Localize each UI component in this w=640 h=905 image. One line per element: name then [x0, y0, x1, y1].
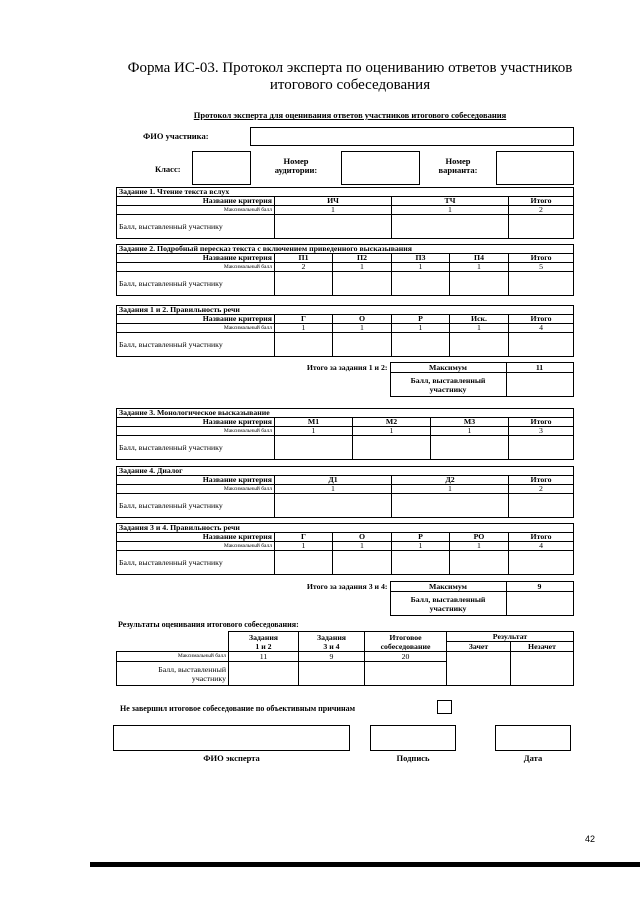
criterion-name-header: Название критерия: [117, 533, 275, 542]
room-label: [258, 157, 334, 175]
criterion-ro: РО: [450, 533, 509, 542]
task4-table: [116, 466, 574, 518]
participant-score-label: Балл, выставленный участнику: [117, 215, 275, 239]
score-cell-m3[interactable]: [431, 436, 509, 460]
score-cell-p4[interactable]: [450, 272, 509, 296]
task1-table: [116, 187, 574, 239]
max-m1: 1: [275, 427, 353, 436]
max-score-label: Максимальный балл: [117, 485, 275, 494]
score-cell-d2[interactable]: [392, 494, 509, 518]
score-cell-ro[interactable]: [450, 551, 509, 575]
max-tch: 1: [392, 206, 509, 215]
score-cell-p2[interactable]: [333, 272, 392, 296]
expert-name-input[interactable]: [113, 725, 350, 751]
date-input[interactable]: [495, 725, 571, 751]
max-total: 2: [509, 485, 574, 494]
criterion-p1: П1: [275, 254, 333, 263]
score-cell-o[interactable]: [333, 551, 392, 575]
task2-title: Задание 2. Подробный пересказ текста с включением приведенного высказывания: [117, 245, 574, 254]
criterion-o: О: [333, 533, 392, 542]
criterion-p3: П3: [392, 254, 450, 263]
score-cell-total[interactable]: [509, 215, 574, 239]
max-r: 1: [392, 542, 450, 551]
max-p1: 2: [275, 263, 333, 272]
results-col-tasks12-line1: Задания: [248, 632, 279, 642]
total12-score-cell[interactable]: [506, 373, 573, 397]
results-max-tasks34: 9: [299, 652, 365, 662]
criterion-d2: Д2: [392, 476, 509, 485]
max-o: 1: [333, 542, 392, 551]
total-header: Итого: [509, 476, 574, 485]
score-cell-m1[interactable]: [275, 436, 353, 460]
participant-score-label: Балл, выставленный участнику: [117, 272, 275, 296]
maximum-label: Максимум: [390, 363, 506, 373]
total-header: Итого: [509, 533, 574, 542]
criterion-name-header: Название критерия: [117, 418, 275, 427]
max-o: 1: [333, 324, 392, 333]
criterion-g: Г: [275, 315, 333, 324]
total-header: Итого: [509, 254, 574, 263]
variant-label: [420, 157, 496, 175]
total-header: Итого: [509, 197, 574, 206]
max-d2: 1: [392, 485, 509, 494]
task4-title: Задание 4. Диалог: [117, 467, 574, 476]
results-max-final: 20: [365, 652, 447, 662]
max-ro: 1: [450, 542, 509, 551]
max-p3: 1: [392, 263, 450, 272]
participant-score-label: Балл, выставленный участнику: [117, 333, 275, 357]
room-input[interactable]: [341, 151, 420, 185]
criterion-r: Р: [392, 533, 450, 542]
score-cell-r[interactable]: [392, 551, 450, 575]
class-label: Класс:: [155, 164, 181, 174]
participant-score-label: Балл, выставленный участнику: [117, 551, 275, 575]
score-given-line2: участнику: [429, 603, 467, 613]
score-cell-isk[interactable]: [450, 333, 509, 357]
criterion-tch: ТЧ: [392, 197, 509, 206]
score-cell-o[interactable]: [333, 333, 392, 357]
room-label-line2: аудитории:: [274, 165, 318, 175]
maximum-label: Максимум: [390, 582, 506, 592]
page-title: [60, 60, 640, 94]
results-pass-header: Зачет: [447, 642, 511, 652]
max-total: 3: [509, 427, 574, 436]
results-result-header: Результат: [447, 632, 574, 642]
max-total: 4: [509, 324, 574, 333]
total12-label: Итого за задания 1 и 2:: [306, 363, 388, 372]
criterion-p4: П4: [450, 254, 509, 263]
results-col-final: [365, 632, 447, 652]
criterion-m2: М2: [353, 418, 431, 427]
page-title-line1: Форма ИС-03. Протокол эксперта по оцениванию ответов участников: [127, 60, 573, 76]
results-score-tasks34[interactable]: [299, 662, 365, 686]
results-score-final[interactable]: [365, 662, 447, 686]
results-col-tasks34: [299, 632, 365, 652]
criterion-isk: Иск.: [450, 315, 509, 324]
protocol-subtitle: Протокол эксперта для оценивания ответов участников итогового собеседования: [193, 110, 507, 120]
score-cell-p1[interactable]: [275, 272, 333, 296]
score-cell-p3[interactable]: [392, 272, 450, 296]
task34-table: [116, 523, 574, 575]
score-cell-g[interactable]: [275, 333, 333, 357]
total12-max: 11: [506, 363, 573, 373]
max-score-label: Максимальный балл: [117, 542, 275, 551]
max-isk: 1: [450, 324, 509, 333]
criterion-r: Р: [392, 315, 450, 324]
criterion-name-header: Название критерия: [117, 476, 275, 485]
max-g: 1: [275, 324, 333, 333]
results-col-tasks34-line1: Задания: [316, 632, 347, 642]
results-col-final-line1: Итоговое: [389, 632, 422, 642]
score-cell-d1[interactable]: [275, 494, 392, 518]
participant-score-label: Балл, выставленный участнику: [117, 494, 275, 518]
task1-title: Задание 1. Чтение текста вслух: [117, 188, 574, 197]
results-col-tasks34-line2: 3 и 4: [323, 641, 340, 651]
total12-table: [270, 362, 574, 397]
score-cell-g[interactable]: [275, 551, 333, 575]
date-label: Дата: [523, 753, 543, 763]
task2-table: [116, 244, 574, 296]
not-completed-label: Не завершил итоговое собеседование по объективным причинам: [120, 704, 356, 713]
task12-title: Задания 1 и 2. Правильность речи: [117, 306, 574, 315]
task34-title: Задания 3 и 4. Правильность речи: [117, 524, 574, 533]
max-score-label: Максимальный балл: [117, 652, 229, 662]
class-input[interactable]: [192, 151, 251, 185]
max-ich: 1: [275, 206, 392, 215]
criterion-ich: ИЧ: [275, 197, 392, 206]
expert-name-label: ФИО эксперта: [203, 753, 260, 763]
signature-label: Подпись: [396, 753, 430, 763]
room-label-line1: Номер: [283, 156, 309, 166]
criterion-m1: М1: [275, 418, 353, 427]
criterion-p2: П2: [333, 254, 392, 263]
results-col-tasks12: [229, 632, 299, 652]
signature-input[interactable]: [370, 725, 456, 751]
score-cell-m2[interactable]: [353, 436, 431, 460]
participant-score-label: Балл, выставленный участнику: [117, 436, 275, 460]
max-m3: 1: [431, 427, 509, 436]
criterion-m3: М3: [431, 418, 509, 427]
results-title: Результаты оценивания итогового собеседования:: [118, 620, 299, 629]
participant-score-label: [117, 662, 229, 686]
task3-table: [116, 408, 574, 460]
variant-label-line1: Номер: [445, 156, 471, 166]
score-cell-tch[interactable]: [392, 215, 509, 239]
criterion-d1: Д1: [275, 476, 392, 485]
criterion-o: О: [333, 315, 392, 324]
results-fail-header: Незачет: [511, 642, 574, 652]
total34-score-cell[interactable]: [506, 592, 573, 616]
score-given-line1: Балл, выставленный: [410, 594, 486, 604]
page-number: 42: [585, 834, 596, 844]
score-cell-total[interactable]: [509, 333, 574, 357]
score-given-line1: Балл, выставленный: [410, 375, 486, 385]
max-d1: 1: [275, 485, 392, 494]
page-title-line2: итогового собеседования: [269, 77, 431, 93]
results-pass-cell[interactable]: [447, 652, 511, 686]
criterion-name-header: Название критерия: [117, 254, 275, 263]
score-cell-total[interactable]: [509, 494, 574, 518]
score-given-label: [390, 373, 506, 397]
results-col-tasks12-line2: 1 и 2: [255, 641, 272, 651]
fio-label: ФИО участника:: [143, 131, 209, 141]
total34-table: [270, 581, 574, 616]
total-header: Итого: [509, 315, 574, 324]
results-score-tasks12[interactable]: [229, 662, 299, 686]
task12-table: [116, 305, 574, 357]
criterion-name-header: Название критерия: [117, 315, 275, 324]
score-cell-r[interactable]: [392, 333, 450, 357]
scan-edge-bar: [90, 862, 640, 867]
task3-title: Задание 3. Монологическое высказывание: [117, 409, 574, 418]
score-given-label: [390, 592, 506, 616]
max-total: 2: [509, 206, 574, 215]
max-score-label: Максимальный балл: [117, 263, 275, 272]
criterion-name-header: Название критерия: [117, 197, 275, 206]
score-cell-total[interactable]: [509, 272, 574, 296]
score-given-line2: участнику: [191, 673, 226, 683]
max-score-label: Максимальный балл: [117, 427, 275, 436]
max-score-label: Максимальный балл: [117, 324, 275, 333]
max-r: 1: [392, 324, 450, 333]
max-score-label: Максимальный балл: [117, 206, 275, 215]
total34-label: Итого за задания 3 и 4:: [306, 582, 388, 591]
max-g: 1: [275, 542, 333, 551]
score-cell-total[interactable]: [509, 436, 574, 460]
score-cell-ich[interactable]: [275, 215, 392, 239]
criterion-g: Г: [275, 533, 333, 542]
score-cell-total[interactable]: [509, 551, 574, 575]
score-given-line1: Балл, выставленный: [158, 664, 226, 674]
max-m2: 1: [353, 427, 431, 436]
fio-input[interactable]: [250, 127, 574, 146]
results-fail-cell[interactable]: [511, 652, 574, 686]
max-p2: 1: [333, 263, 392, 272]
total34-max: 9: [506, 582, 573, 592]
max-total: 4: [509, 542, 574, 551]
max-total: 5: [509, 263, 574, 272]
score-given-line2: участнику: [429, 384, 467, 394]
results-table: [116, 631, 574, 686]
max-p4: 1: [450, 263, 509, 272]
results-max-tasks12: 11: [229, 652, 299, 662]
results-col-final-line2: собеседование: [380, 641, 431, 651]
variant-label-line2: варианта:: [438, 165, 478, 175]
not-completed-checkbox[interactable]: [437, 700, 452, 714]
variant-input[interactable]: [496, 151, 574, 185]
total-header: Итого: [509, 418, 574, 427]
